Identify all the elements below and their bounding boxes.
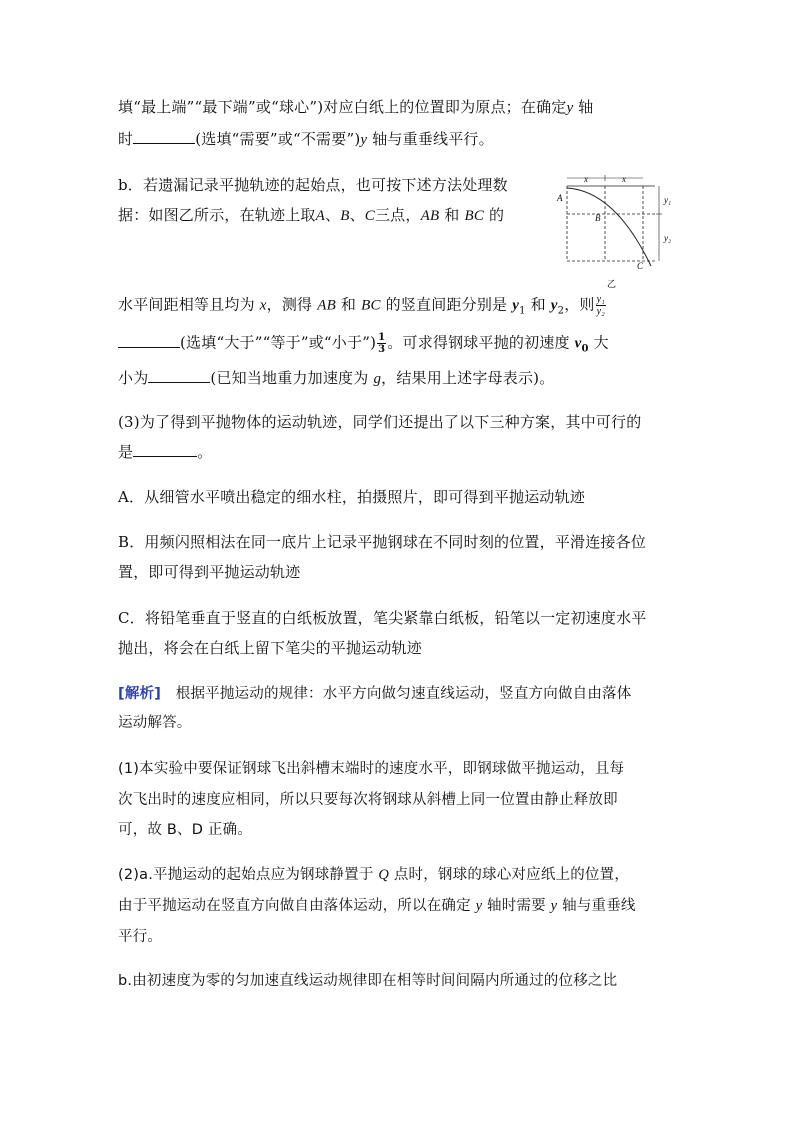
var-g: g [373, 371, 382, 387]
q3-line-1: (3)为了得到平抛物体的运动轨迹，同学们还提出了以下三种方案，其中可行的 [118, 413, 642, 431]
part-b-line-3 [118, 294, 607, 322]
text: 时 [118, 130, 134, 148]
text: 点时，钢球的球心对应纸上的位置， [389, 867, 630, 883]
var-A: A [315, 208, 325, 224]
var-x: x [259, 297, 267, 314]
analysis-p2-line-3: 平行。 [118, 929, 163, 945]
var-AB: AB [317, 297, 336, 314]
text: (2)a.平抛运动的起始点应为钢球静置于 [118, 867, 379, 883]
sub-1: 1 [519, 305, 526, 317]
text: 是 [118, 443, 134, 461]
text: ，则 [564, 295, 595, 314]
text: 。 [197, 443, 213, 461]
analysis-p1-line-2: 次飞出时的速度应相同，所以只要每次将钢球从斜槽上同一位置由静止释放即 [118, 792, 618, 808]
intro-line-2 [118, 129, 494, 150]
part-b-line-5 [118, 368, 554, 389]
label-C: C [637, 261, 644, 271]
frac-den: y₂ [596, 306, 605, 317]
text: 、 [324, 206, 341, 224]
part-b-line-2 [118, 205, 504, 226]
text: 轴与重垂线 [557, 898, 636, 914]
frac-num: y₁ [596, 294, 605, 305]
label-A: A [557, 193, 563, 203]
text: 的竖直间距分别是 [380, 295, 513, 314]
sub-0: 0 [581, 343, 589, 355]
part-b-line-1: b．若遗漏记录平抛轨迹的起始点，也可按下述方法处理数 [118, 176, 508, 194]
trajectory-figure [555, 166, 685, 296]
analysis-p2-line-1 [118, 865, 629, 885]
analysis-p2-line-2 [118, 896, 636, 916]
answer-blank[interactable] [133, 129, 195, 144]
var-y: y [550, 898, 558, 914]
answer-blank[interactable] [118, 333, 180, 348]
frac-num: 1 [378, 332, 386, 343]
text: 填“最上端”“最下端”或“球心”)对应白纸上的位置即为原点；在确定 [118, 98, 567, 116]
figure-caption: 乙 [607, 280, 617, 290]
analysis-p1-line-3: 可，故 B、D 正确。 [118, 822, 253, 838]
analysis-p1-line-1: (1)本实验中要保证钢球飞出斜槽末端时的速度水平，即钢球做平抛运动，且每 [118, 761, 625, 777]
fraction-y1-y2 [596, 294, 606, 317]
analysis-line-2: 运动解答。 [118, 715, 192, 731]
var-B: B [340, 208, 350, 224]
analysis-line-1 [118, 684, 631, 704]
text: (选填“需要”或“不需要”) [195, 130, 361, 148]
var-Q: Q [378, 867, 390, 883]
label-y1: y₁ [664, 195, 672, 205]
label-B: B [595, 213, 601, 223]
intro-line-1 [118, 97, 594, 118]
var-y1: y [512, 297, 520, 314]
text: 大 [588, 333, 609, 352]
analysis-tag: [解析] [118, 686, 162, 702]
text: ，结果用上述字母表示)。 [381, 369, 555, 387]
trajectory-curve [567, 188, 651, 266]
option-b-line-1: B．用频闪照相法在同一底片上记录平抛钢球在不同时刻的位置，平滑连接各位 [118, 533, 647, 551]
frac-den: 3 [378, 344, 386, 355]
text: 轴与重垂线平行。 [367, 130, 494, 148]
text: 轴时需要 [482, 898, 551, 914]
var-y: y [475, 898, 483, 914]
analysis-p3-line-1: b.由初速度为零的匀加速直线运动规律即在相等时间间隔内所通过的位移之比 [118, 973, 618, 989]
text: 和 [335, 295, 362, 314]
text: 的 [484, 206, 505, 224]
label-x1: x [584, 174, 588, 184]
var-C: C [364, 208, 375, 224]
part-b-line-4 [118, 332, 609, 360]
text: (选填“大于”“等于”或“小于”) [180, 333, 377, 352]
answer-blank[interactable] [133, 442, 197, 457]
fraction-one-third [377, 332, 386, 355]
text: 小为 [118, 369, 149, 387]
option-b-line-2: 置，即可得到平抛运动轨迹 [118, 563, 301, 581]
label-x2: x [622, 174, 626, 184]
text: 和 [525, 295, 551, 314]
label-y2: y₂ [664, 233, 672, 243]
sub-2: 2 [557, 305, 565, 317]
var-BC: BC [464, 208, 485, 224]
text: 由于平抛运动在竖直方向做自由落体运动，所以在确定 [118, 898, 476, 914]
text: 。可求得钢球平抛的初速度 [387, 333, 575, 352]
q3-line-2 [118, 442, 212, 462]
text: 水平间距相等且均为 [118, 295, 260, 314]
var-AB: AB [420, 208, 440, 224]
option-c-line-2: 抛出，将会在白纸上留下笔尖的平抛运动轨迹 [118, 639, 423, 657]
text: ，测得 [266, 295, 318, 314]
var-BC: BC [361, 297, 381, 314]
text: 据：如图乙所示，在轨迹上取 [118, 206, 316, 224]
text: 轴 [573, 98, 594, 116]
text: 根据平抛运动的规律：水平方向做匀速直线运动，竖直方向做自由落体 [161, 686, 632, 702]
option-a: A．从细管水平喷出稳定的细水柱，拍摄照片，即可得到平抛运动轨迹 [118, 488, 586, 506]
answer-blank[interactable] [148, 368, 210, 383]
var-y: y [566, 100, 574, 116]
option-c-line-1: C．将铅笔垂直于竖直的白纸板放置，笔尖紧靠白纸板，铅笔以一定初速度水平 [118, 609, 647, 627]
text: 三点， [374, 206, 421, 224]
text: (已知当地重力加速度为 [210, 369, 374, 387]
text: 、 [349, 206, 365, 224]
text: 和 [439, 206, 465, 224]
var-y2: y [550, 297, 558, 314]
var-y: y [360, 132, 368, 148]
var-v: v [574, 335, 582, 352]
